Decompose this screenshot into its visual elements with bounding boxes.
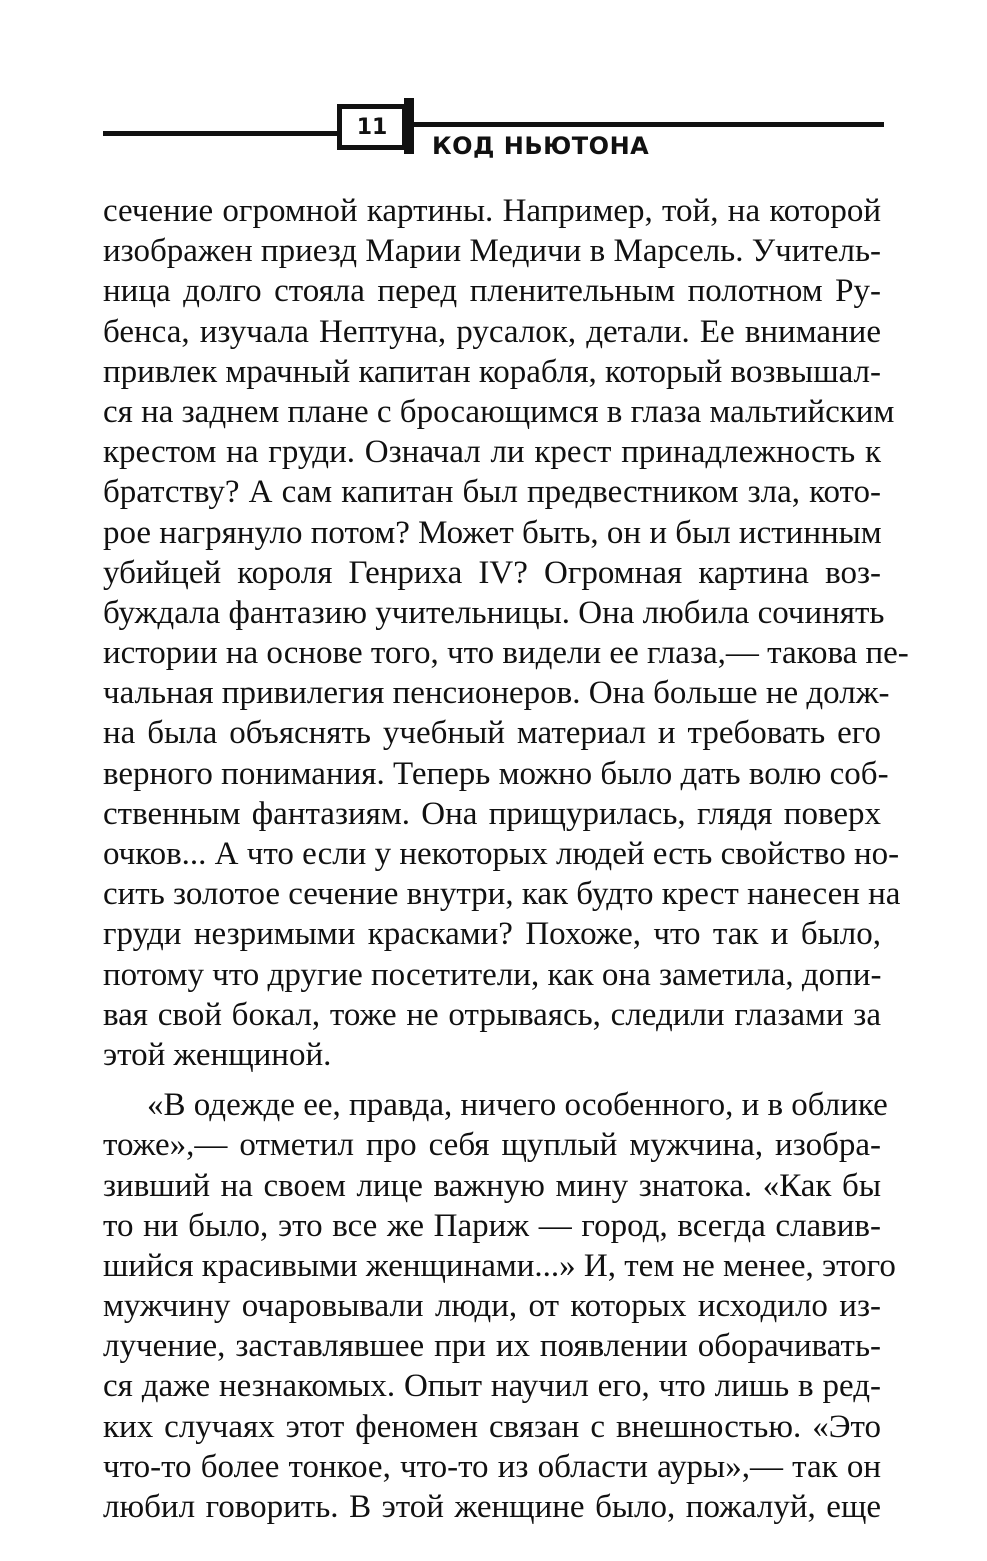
header-rule-left (103, 131, 337, 136)
text-line: ственным фантазиям. Она прищурилась, глядя поверх (103, 795, 881, 832)
body-text (103, 191, 909, 1527)
paragraph-2 (103, 1085, 896, 1527)
text-line: ся даже незнакомых. Опыт научил его, что лишь в ред- (103, 1368, 881, 1405)
text-line: сечение огромной картины. Например, той, на которой (103, 193, 881, 229)
text-line: изображен приезд Марии Медичи в Марсель. Учитель- (103, 233, 881, 270)
running-title: КОД НЬЮТОНА (432, 132, 650, 160)
text-line: истории на основе того, что видели ее глаза,— такова пе- (103, 635, 909, 672)
text-line: рое нагрянуло потом? Может быть, он и был истинным (103, 514, 882, 551)
paragraph-gap (103, 1075, 881, 1085)
text-line: этой женщиной. (103, 1036, 332, 1073)
text-line: братству? А сам капитан был предвестником зла, кото- (103, 474, 881, 511)
text-line: очков... А что если у некоторых людей есть свойство но- (103, 836, 900, 872)
text-line: то ни было, это все же Париж — город, всегда славив- (103, 1207, 881, 1244)
text-line: потому что другие посетители, как она заметила, допи- (103, 956, 882, 993)
text-line: лучение, заставлявшее при их появлении оборачивать- (103, 1328, 881, 1365)
text-line: мужчину очаровывали люди, от которых исходило из- (103, 1288, 881, 1325)
page-number-box-edge (404, 98, 414, 154)
text-line: верного понимания. Теперь можно было дать волю соб- (103, 755, 889, 792)
text-line: груди незримыми красками? Похоже, что так и было, (103, 916, 881, 953)
text-line: бенса, изучала Нептуна, русалок, детали. Ее внимание (103, 313, 881, 350)
text-line: ница долго стояла перед пленительным полотном Ру- (103, 273, 881, 310)
text-line: чальная привилегия пенсионеров. Она больше не долж- (103, 675, 890, 712)
text-line: что-то более тонкое, что-то из области ауры»,— так он (103, 1448, 881, 1485)
text-line: тоже»,— отметил про себя щуплый мужчина, изобра- (103, 1127, 881, 1164)
text-line: ких случаях этот феномен связан с внешностью. «Это (103, 1408, 881, 1445)
page-number: 11 (337, 104, 407, 150)
text-line: зивший на своем лице важную мину знатока. «Как бы (103, 1167, 881, 1204)
text-line: «В одежде ее, правда, ничего особенного, и в облике (147, 1087, 888, 1124)
page-header (0, 96, 987, 176)
text-line: буждала фантазию учительницы. Она любила сочинять (103, 594, 885, 631)
text-line: привлек мрачный капитан корабля, который возвышал- (103, 353, 881, 390)
paragraph-1 (103, 191, 909, 1075)
text-line: на была объяснять учебный материал и требовать его (103, 715, 881, 752)
text-line: крестом на груди. Означал ли крест принадлежность к (103, 434, 881, 471)
text-line: сить золотое сечение внутри, как будто крест нанесен на (103, 876, 901, 913)
header-rule-right (414, 122, 884, 127)
text-line: убийцей короля Генриха IV? Огромная картина воз- (103, 554, 881, 591)
text-line: шийся красивыми женщинами...» И, тем не менее, этого (103, 1247, 896, 1284)
text-line: ся на заднем плане с бросающимся в глаза мальтийским (103, 393, 895, 430)
text-line: вая свой бокал, тоже не отрываясь, следили глазами за (103, 996, 881, 1033)
text-line: любил говорить. В этой женщине было, пожалуй, еще (103, 1489, 881, 1525)
